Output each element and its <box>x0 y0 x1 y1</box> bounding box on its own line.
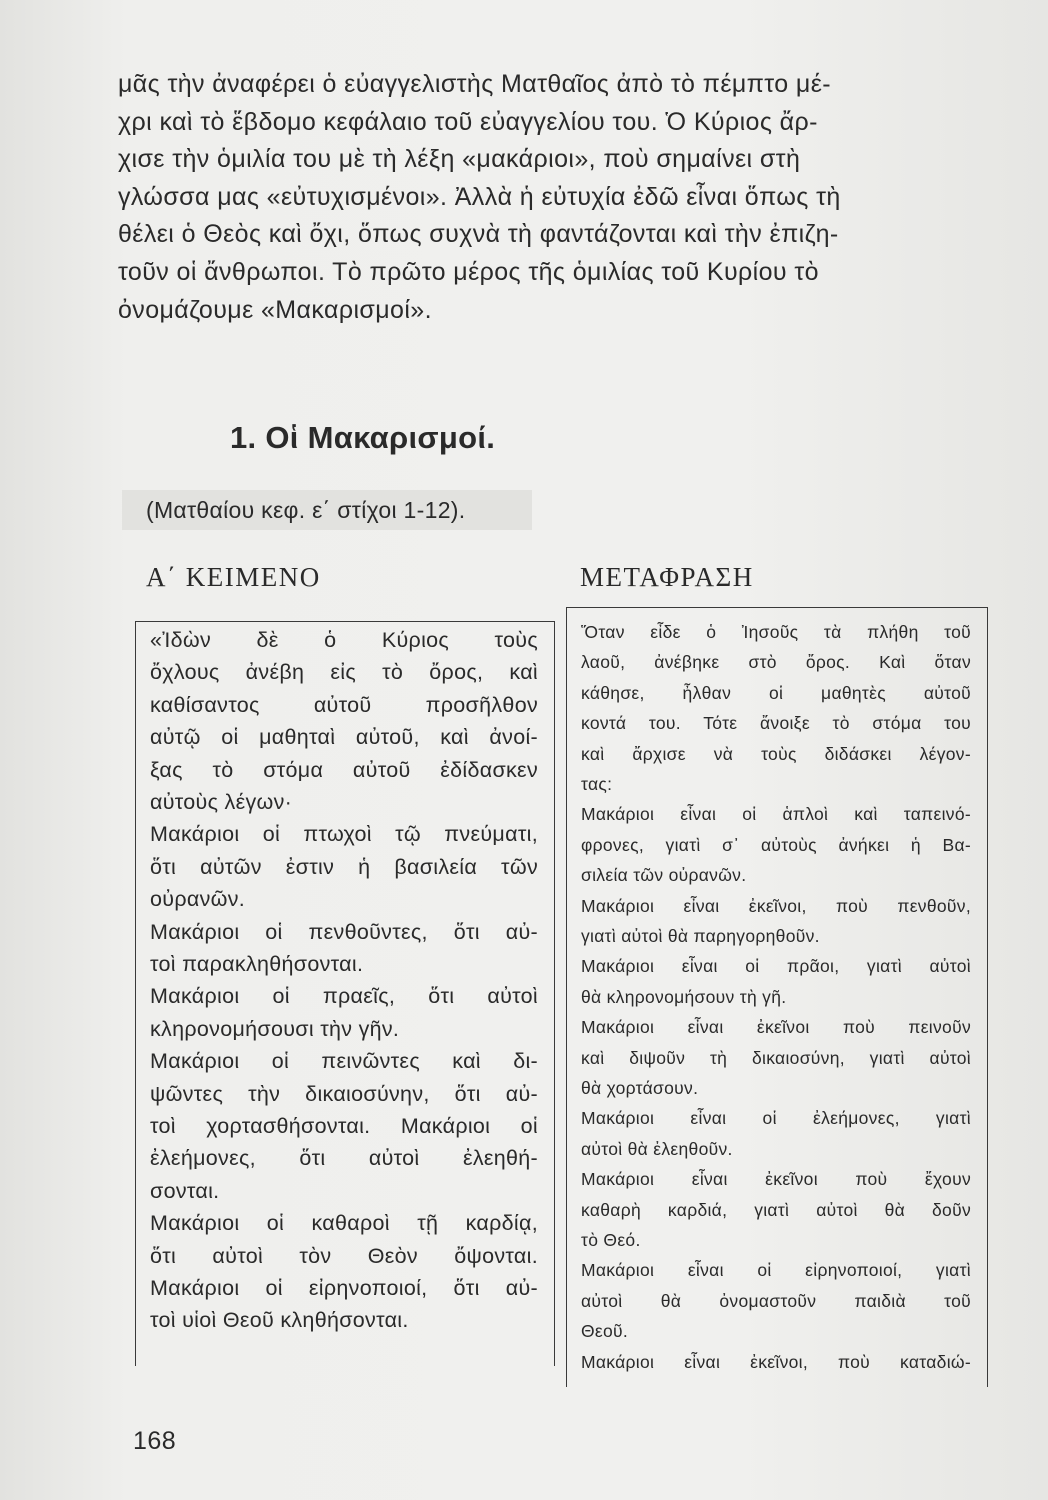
original-text-line: Μακάριοι οἱ πενθοῦντες, ὅτι αὐ- <box>150 919 538 944</box>
translation-line: τὸ Θεό. <box>581 1230 641 1250</box>
original-text-line: ψῶντες τὴν δικαιοσύνην, ὅτι αὐ- <box>150 1081 538 1106</box>
original-text-line: Μακάριοι οἱ πτωχοὶ τῷ πνεύματι, <box>150 822 538 847</box>
translation-line: Μακάριοι εἶναι οἱ ἐλεήμονες, γιατὶ <box>581 1108 971 1129</box>
intro-line: μᾶς τὴν ἀναφέρει ὁ εὐαγγελιστὴς Ματθαῖος ἀπὸ τὸ πέμπτο μέ- <box>118 70 831 98</box>
original-text-box <box>135 621 555 1366</box>
original-text-line: ὄχλους ἀνέβη εἰς τὸ ὄρος, καὶ <box>150 660 538 685</box>
original-text-line: Μακάριοι οἱ καθαροὶ τῇ καρδίᾳ, <box>150 1211 538 1236</box>
intro-line: τοῦν οἱ ἄνθρωποι. Τὸ πρῶτο μέρος τῆς ὁμιλίας τοῦ Κυρίου τὸ <box>118 257 819 286</box>
translation-line: καθαρὴ καρδιά, γιατὶ αὐτοὶ θὰ δοῦν <box>581 1199 971 1220</box>
original-text-line: σονται. <box>150 1178 220 1203</box>
original-text-line: Μακάριοι οἱ πεινῶντες καὶ δι- <box>150 1049 538 1074</box>
translation-heading: ΜΕΤΑΦΡΑΣΗ <box>580 562 754 592</box>
translation-line: κάθησε, ἦλθαν οἱ μαθητὲς αὐτοῦ <box>581 682 971 703</box>
intro-line: ὀνομάζουμε «Μακαρισμοί». <box>118 295 432 324</box>
original-text-line: ὅτι αὐτῶν ἐστιν ἡ βασιλεία τῶν <box>150 854 538 879</box>
translation-box <box>566 607 988 1387</box>
original-text-line: οὐρανῶν. <box>150 887 246 912</box>
translation-line: Μακάριοι εἶναι ἐκεῖνοι ποὺ ἔχουν <box>581 1169 971 1190</box>
original-text-line: ξας τὸ στόμα αὐτοῦ ἐδίδασκεν <box>150 757 538 782</box>
original-text-line: τοὶ παρακληθήσονται. <box>150 952 364 976</box>
original-text-line: ὅτι αὐτοὶ τὸν Θεὸν ὄψονται. <box>150 1243 538 1268</box>
translation-line: καὶ διψοῦν τὴ δικαιοσύνη, γιατὶ αὐτοὶ <box>581 1047 971 1068</box>
translation-line: Ὅταν εἶδε ὁ Ἰησοῦς τὰ πλήθη τοῦ <box>581 622 971 642</box>
translation-line: λαοῦ, ἀνέβηκε στὸ ὄρος. Καὶ ὅταν <box>581 652 971 673</box>
page-number: 168 <box>133 1427 177 1455</box>
translation-line: Μακάριοι εἶναι ἐκεῖνοι, ποὺ καταδιώ- <box>581 1351 971 1372</box>
section-heading: 1. Οἱ Μακαρισμοί. <box>230 420 496 455</box>
translation-line: γιατὶ αὐτοὶ θὰ παρηγορηθοῦν. <box>581 926 820 946</box>
original-text-line: καθίσαντος αὐτοῦ προσῆλθον <box>150 692 538 717</box>
original-text-line: αὐτοὺς λέγων· <box>150 790 293 814</box>
original-text-line: Μακάριοι οἱ εἰρηνοποιοί, ὅτι αὐ- <box>150 1276 538 1300</box>
intro-line: γλώσσα μας «εὐτυχισμένοι». Ἀλλὰ ἡ εὐτυχία ἐδῶ εἶναι ὅπως τὴ <box>118 182 841 211</box>
translation-line: σιλεία τῶν οὐρανῶν. <box>581 865 747 886</box>
translation-line: κοντά του. Τότε ἄνοιξε τὸ στόμα του <box>581 713 971 734</box>
intro-paragraph <box>118 66 998 329</box>
translation-line: αὐτοὶ θὰ ἐλεηθοῦν. <box>581 1138 733 1159</box>
translation-line: καὶ ἄρχισε νὰ τοὺς διδάσκει λέγον- <box>581 743 971 764</box>
translation-line: Μακάριοι εἶναι οἱ εἰρηνοποιοί, γιατὶ <box>581 1260 971 1281</box>
translation-line: Μακάριοι εἶναι ἐκεῖνοι ποὺ πεινοῦν <box>581 1017 971 1038</box>
translation-line: Θεοῦ. <box>581 1321 629 1342</box>
intro-line: χρι καὶ τὸ ἕβδομο κεφάλαιο τοῦ εὐαγγελίου του. Ὁ Κύριος ἄρ- <box>118 107 818 136</box>
translation-line: θὰ χορτάσουν. <box>581 1078 699 1098</box>
intro-line: θέλει ὁ Θεὸς καὶ ὄχι, ὅπως συχνὰ τὴ φαντάζονται καὶ τὴν ἐπιζη- <box>118 220 839 249</box>
translation-line: θὰ κληρονομήσουν τὴ γῆ. <box>581 986 787 1007</box>
original-text-line: ἐλεήμονες, ὅτι αὐτοὶ ἐλεηθή- <box>150 1146 538 1171</box>
section-reference: (Ματθαίου κεφ. ε΄ στίχοι 1-12). <box>122 490 532 530</box>
intro-line: χισε τὴν ὁμιλία του μὲ τὴ λέξη «μακάριοι», ποὺ σημαίνει στὴ <box>118 145 801 174</box>
original-text-line: κληρονομήσουσι τὴν γῆν. <box>150 1016 400 1041</box>
translation-line: Μακάριοι εἶναι οἱ ἁπλοὶ καὶ ταπεινό- <box>581 804 971 825</box>
translation-line: τας: <box>581 774 613 794</box>
translation-line: αὐτοὶ θὰ ὀνομαστοῦν παιδιὰ τοῦ <box>581 1290 971 1311</box>
translation-line: Μακάριοι εἶναι ἐκεῖνοι, ποὺ πενθοῦν, <box>581 895 971 916</box>
original-text-line: αὐτῷ οἱ μαθηταὶ αὐτοῦ, καὶ ἀνοί- <box>150 725 538 750</box>
original-text-line: τοὶ χορτασθήσονται. Μακάριοι οἱ <box>150 1114 538 1138</box>
original-text-heading: Α΄ ΚΕΙΜΕΝΟ <box>146 562 321 592</box>
translation-line: φρονες, γιατὶ σ᾽ αὐτοὺς ἀνήκει ἡ Βα- <box>581 834 971 855</box>
original-text-line: Μακάριοι οἱ πραεῖς, ὅτι αὐτοὶ <box>150 984 538 1009</box>
original-text-line: τοὶ υἱοὶ Θεοῦ κληθήσονται. <box>150 1308 409 1333</box>
original-text-line: «Ἰδὼν δὲ ὁ Κύριος τοὺς <box>150 628 538 652</box>
translation-line: Μακάριοι εἶναι οἱ πρᾶοι, γιατὶ αὐτοὶ <box>581 956 971 977</box>
